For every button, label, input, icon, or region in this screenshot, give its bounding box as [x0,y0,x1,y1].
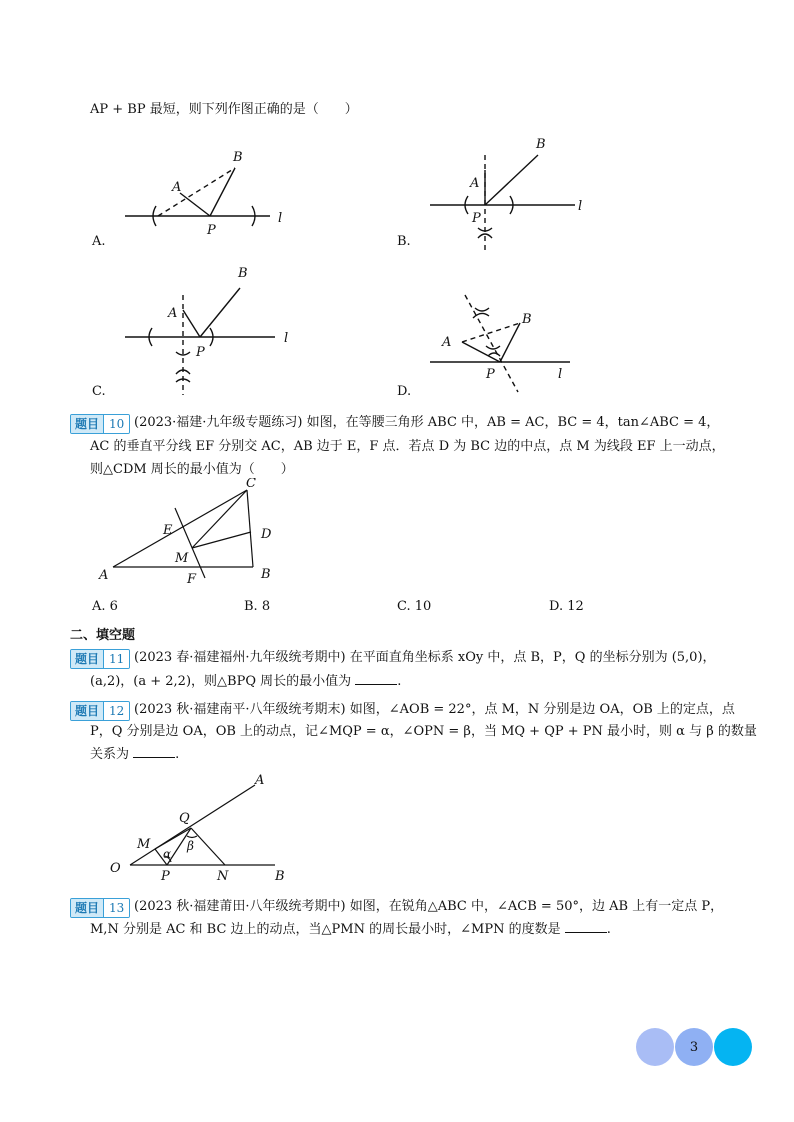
figD-label-p: P [486,367,495,382]
figC-label-b: B [238,266,248,281]
q10-tag-label: 题目 [71,415,103,433]
figA-label-b: B [233,150,243,165]
q11-number: 11 [103,650,129,668]
figC-label-p: P [196,345,205,360]
q10-label-b: B [261,567,271,582]
q10-mc [192,490,247,548]
figB-label-p: P [472,211,481,226]
q12-label-alpha: α [163,847,172,861]
q13-tag-label: 题目 [71,899,103,917]
q11-line2-end: . [397,674,402,689]
q13-line1: (2023 秋·福建莆田·八年级统考期中) 如图，在锐角△ABC 中，∠ACB = 50°，边 AB 上有一定点 P， [134,899,724,914]
q13-answer-blank[interactable] [565,920,607,933]
q9-option-d[interactable]: D. [397,384,412,399]
q9-option-c[interactable]: C. [92,384,106,399]
q10-line1: (2023·福建·九年级专题练习) 如图，在等腰三角形 ABC 中，AB = AC，BC = 4，tan∠ABC = 4， [134,415,720,430]
figC-label-a: A [168,306,178,321]
q9-option-b[interactable]: B. [397,234,411,249]
q10-md [192,532,251,548]
figC-pb [200,288,240,337]
figA-label-a: A [172,180,182,195]
q12-figure [105,770,305,885]
page-number-badge [636,1028,752,1066]
q10-number: 10 [103,415,129,433]
q10-label-f: F [187,572,197,587]
q12-answer-blank[interactable] [133,745,175,758]
figB-label-a: A [470,176,480,191]
q12-tag-label: 题目 [71,702,103,720]
q12-line2: P，Q 分别是边 OA，OB 上的动点，记∠MQP = α，∠OPN = β，当 MQ + QP + PN 最小时，则 α 与 β 的数量 [90,724,757,739]
q9-figures [80,130,640,410]
q13-line2-end: . [606,922,611,937]
q12-qn [191,828,225,865]
figB-label-b: B [536,137,546,152]
page-number: 3 [689,1039,699,1055]
q12-number: 12 [103,702,129,720]
q12-line1: (2023 秋·福建南平·八年级统考期末) 如图，∠AOB = 22°，点 M，N 分别是边 OA，OB 上的定点，点 [134,702,735,717]
figA-label-l: l [278,211,283,226]
q10-choice-d[interactable]: D. 12 [549,599,584,614]
page-badge-circle-mid [675,1028,713,1066]
q10-choice-a[interactable]: A. 6 [92,599,118,614]
q11-answer-blank[interactable] [355,672,397,685]
section-title: 二、填空题 [70,628,136,643]
q12-line3-end: . [175,747,180,762]
page-badge-circle-right [714,1028,752,1066]
q12-label-q: Q [179,811,190,826]
figA-label-p: P [207,223,216,238]
page-badge-circle-left [636,1028,674,1066]
q10-label-d: D [261,527,272,542]
q10-label-a: A [99,568,109,583]
q11-line1: (2023 春·福建福州·九年级统考期中) 在平面直角坐标系 xOy 中，点 B，P，Q 的坐标分别为 (5,0)， [134,650,716,665]
q10-label-m: M [175,551,189,566]
figB-label-l: l [578,199,583,214]
q13-line2-text: M,N 分别是 AC 和 BC 边上的动点，当△PMN 的周长最小时，∠MPN 的度数是 [90,922,561,937]
q12-label-p: P [161,869,170,884]
q10-line2: AC 的垂直平分线 EF 分别交 AC，AB 边于 E，F 点．若点 D 为 BC 边的中点，点 M 为线段 EF 上一动点， [90,439,725,454]
q10-tag [70,414,130,434]
q9-option-a[interactable]: A. [92,234,106,249]
figA-ap [180,193,210,216]
figD-cross-arcs-mid [486,346,500,356]
q11-tag-label: 题目 [71,650,103,668]
q10-line3: 则△CDM 周长的最小值为（ ） [90,462,294,477]
q12-label-o: O [110,861,121,876]
q12-line3-text: 关系为 [90,747,130,762]
q12-oa [130,785,255,865]
q13-tag [70,898,130,918]
q11-tag [70,649,130,669]
q13-line2 [90,920,611,940]
q13-number: 13 [103,899,129,917]
q11-line2-text: (a,2)，(a + 2,2)，则△BPQ 周长的最小值为 [90,674,352,689]
q10-cb [247,490,253,567]
figD-label-l: l [558,367,563,382]
figA-dashed-ab [158,168,235,216]
q10-choice-c[interactable]: C. 10 [397,599,432,614]
q10-label-c: C [246,478,256,491]
q12-beta-arc [187,836,197,838]
q12-label-b: B [275,869,285,884]
figD-label-a: A [442,335,452,350]
q12-label-a: A [255,773,265,788]
figD-ap [462,342,500,362]
q11-line2 [90,672,401,692]
q9-tail-text: AP + BP 最短，则下列作图正确的是（ ） [90,102,358,117]
q12-label-beta: β [187,839,194,853]
figC-ap [183,310,200,337]
q10-figure [95,478,295,593]
figD-pb [500,323,520,362]
figC-label-l: l [284,331,289,346]
q12-tag [70,701,130,721]
q12-line3 [90,745,179,765]
q12-mq [155,828,191,849]
q10-choice-b[interactable]: B. 8 [244,599,271,614]
figD-label-b: B [522,312,532,327]
q10-label-e: E [163,523,173,538]
q12-label-m: M [137,837,151,852]
q12-label-n: N [217,869,229,884]
